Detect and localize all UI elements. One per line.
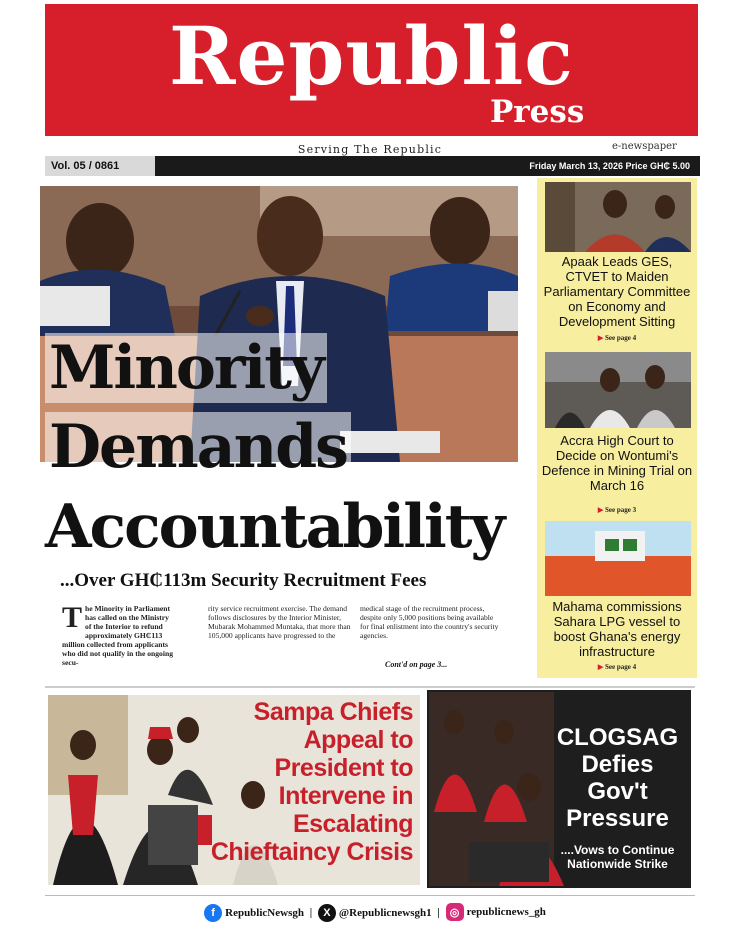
tagline: Serving The Republic xyxy=(297,143,443,156)
sidebar-photo-3 xyxy=(545,521,691,596)
sidebar-story-2-see[interactable]: ▶ See page 3 xyxy=(597,506,637,514)
footer-divider xyxy=(45,895,695,896)
sampa-headline: Sampa Chiefs Appeal to President to Intervene in Escalating Chieftaincy Crisis xyxy=(210,698,413,866)
sidebar-story-1-title[interactable]: Apaak Leads GES, CTVET to Maiden Parliamentary Committee on Economy and Development Sitting xyxy=(543,254,691,329)
facebook-icon: f xyxy=(204,904,222,922)
article-column-1: The Minority in Parliament has called on the Ministry of the Interior to refund approximately GH₵113 million collected from applicants who did not qualify in the ongoing secu- xyxy=(62,601,173,667)
headline-line-2: Demands xyxy=(45,412,351,482)
date-price: Friday March 13, 2026 Price GH₵ 5.00 xyxy=(529,161,690,171)
article-column-2: rity service recruitment exercise. The demand follows disclosures by the Interior Minister, Mubarak Mohammed Muntaka, that more than 105,000 applicants have progressed to the xyxy=(208,604,351,640)
brand-title: Republic xyxy=(169,9,574,103)
x-handle[interactable]: X @Republicnewsgh1 xyxy=(318,904,432,922)
facebook-handle[interactable]: f RepublicNewsgh xyxy=(204,904,304,922)
sidebar-story-3-title[interactable]: Mahama commissions Sahara LPG vessel to boost Ghana's energy infrastructure xyxy=(552,599,682,659)
divider xyxy=(45,686,695,688)
masthead xyxy=(45,4,698,136)
subheadline: ...Over GH₵113m Security Recruitment Fees xyxy=(60,570,427,591)
instagram-handle[interactable]: ◎ republicnews_gh xyxy=(446,903,546,921)
continued-link[interactable]: Cont'd on page 3... xyxy=(385,660,448,669)
sidebar-story-3-see[interactable]: ▶ See page 4 xyxy=(597,663,637,671)
clogsag-subheadline: ....Vows to Continue Nationwide Strike xyxy=(560,843,675,871)
arrow-icon: ▶ xyxy=(597,663,606,671)
sidebar-photo-2 xyxy=(545,352,691,428)
sidebar-story-2-title[interactable]: Accra High Court to Decide on Wontumi's Defence in Mining Trial on March 16 xyxy=(541,433,693,493)
arrow-icon: ▶ xyxy=(597,334,606,342)
brand-subtitle: Press xyxy=(490,94,585,130)
sidebar-photo-1 xyxy=(545,182,691,252)
edition-label: e-newspaper xyxy=(612,141,677,152)
instagram-icon: ◎ xyxy=(446,903,464,921)
arrow-icon: ▶ xyxy=(597,506,606,514)
headline-line-3: Accountability xyxy=(45,492,504,562)
headline-line-1: Minority xyxy=(45,333,327,403)
drop-cap: T xyxy=(62,601,83,634)
article-column-3: medical stage of the recruitment process, despite only 5,000 positions being available for final enlistment into the country's security agencies. xyxy=(360,604,499,640)
x-icon: X xyxy=(318,904,336,922)
social-footer: f RepublicNewsgh | X @Republicnewsgh1 | ◎ republicnews_gh xyxy=(0,903,750,922)
sidebar-story-1-see[interactable]: ▶ See page 4 xyxy=(597,334,637,342)
volume-label: Vol. 05 / 0861 xyxy=(45,156,155,176)
clogsag-headline: CLOGSAG Defies Gov't Pressure xyxy=(556,724,679,832)
